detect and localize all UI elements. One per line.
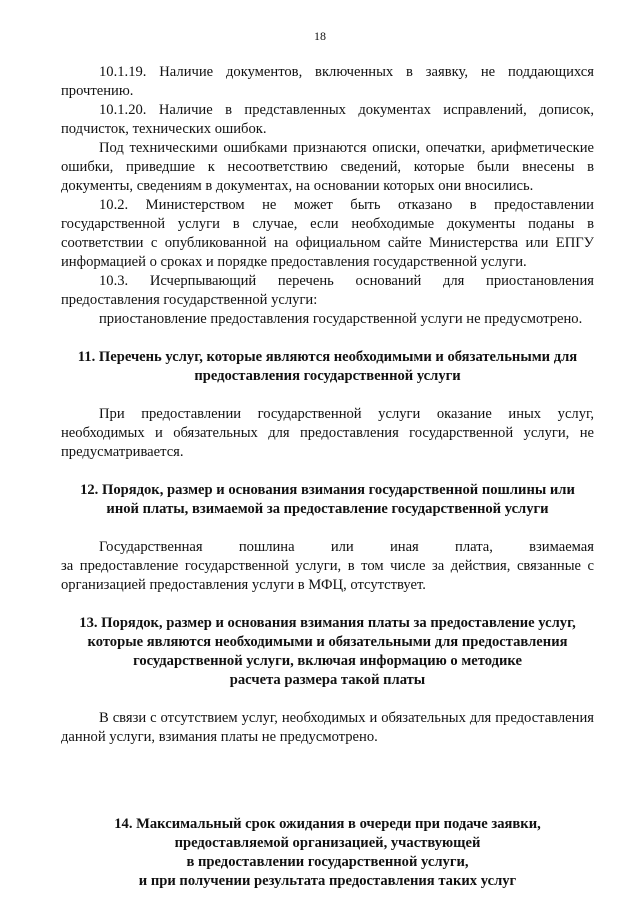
- section-12-text-rest: за предоставление государственной услуги, в том числе за действия, связанные с организацией предоставления услуги в МФЦ, отсутствует.: [61, 558, 594, 593]
- paragraph-suspension: приостановление предоставления государственной услуги не предусмотрено.: [99, 311, 583, 327]
- heading-line: и при получении результата предоставления таких услуг: [138, 873, 517, 889]
- heading-line: в предоставлении государственной услуги,: [186, 854, 469, 870]
- section-11-heading: [61, 348, 594, 386]
- paragraph-10-3: 10.3. Исчерпывающий перечень оснований для приостановления предоставления государственной услуги:: [61, 273, 594, 308]
- heading-line: расчета размера такой платы: [229, 672, 426, 688]
- section-11-text: При предоставлении государственной услуги оказание иных услуг, необходимых и обязательных для предоставления государственной услуги, не предусматривается.: [61, 406, 594, 460]
- section-12-text-line1: Государственная пошлина или иная плата, взимаемая: [99, 539, 594, 555]
- section-13-heading: [61, 614, 594, 690]
- paragraph-10-1-19: 10.1.19. Наличие документов, включенных в заявку, не поддающихся прочтению.: [61, 64, 594, 99]
- paragraph-10-1-20: 10.1.20. Наличие в представленных документах исправлений, дописок, подчисток, технических ошибок.: [61, 102, 594, 137]
- heading-line: 11. Перечень услуг, которые являются необходимыми и обязательными для: [77, 349, 578, 365]
- section-14-heading: [61, 815, 594, 891]
- heading-line: предоставляемой организацией, участвующей: [174, 835, 481, 851]
- document-body: [61, 63, 594, 891]
- heading-line: которые являются необходимыми и обязательными для предоставления: [87, 634, 568, 650]
- heading-line: государственной услуги, включая информацию о методике: [133, 653, 522, 669]
- section-12-heading: [61, 481, 594, 519]
- heading-line: иной платы, взимаемой за предоставление государственной услуги: [106, 501, 549, 517]
- paragraph-10-2: 10.2. Министерством не может быть отказано в предоставлении государственной услуги в случае, если необходимые документы поданы в соответствии с опубликованной на официальном сайте Министерства или ЕПГУ информацией о сроках и порядке предоставления государственной услуги.: [61, 197, 594, 270]
- heading-line: 14. Максимальный срок ожидания в очереди при подаче заявки,: [114, 816, 541, 832]
- heading-line: 13. Порядок, размер и основания взимания платы за предоставление услуг,: [79, 615, 576, 631]
- heading-line: предоставления государственной услуги: [194, 368, 461, 384]
- heading-line: 12. Порядок, размер и основания взимания государственной пошлины или: [80, 482, 575, 498]
- page-number: 18: [314, 29, 326, 43]
- paragraph-technical-errors: Под техническими ошибками признаются описки, опечатки, арифметические ошибки, приведшие к несоответствию сведений, которые были внесены в документы, сведениям в документах, на основании которых они вносились.: [61, 140, 594, 194]
- section-13-text: В связи с отсутствием услуг, необходимых и обязательных для предоставления данной услуги, взимания платы не предусмотрено.: [61, 710, 594, 745]
